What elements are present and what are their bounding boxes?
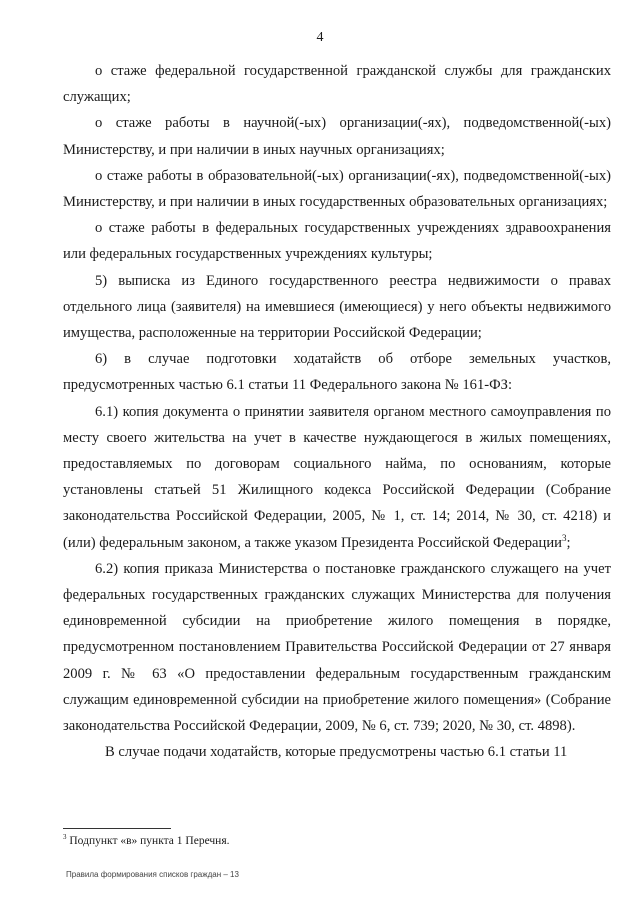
paragraph-item-6-1 bbox=[63, 399, 611, 556]
paragraph-item-6-1-tail: ; bbox=[566, 534, 571, 551]
paragraph-item-5: 5) выписка из Единого государственного реестра недвижимости о правах отдельного лица (заявителя) на имевшиеся (имеющиеся) у него объекты недвижимого имущества, расположенные на территории Российской Федерации; bbox=[63, 272, 611, 342]
paragraph-item-6: 6) в случае подготовки ходатайств об отборе земельных участков, предусмотренных частью 6.1 статьи 11 Федерального закона № 161-ФЗ: bbox=[63, 351, 611, 394]
paragraph-healthcare-culture-tenure: о стаже работы в федеральных государственных учреждениях здравоохранения или федеральных государственных учреждениях культуры; bbox=[63, 220, 611, 263]
document-footer: Правила формирования списков граждан – 13 bbox=[66, 870, 239, 879]
paragraph-educational-org-tenure: о стаже работы в образовательной(-ых) организации(-ях), подведомственной(-ых) Министерству, и при наличии в иных государственных образовательных организациях; bbox=[63, 167, 611, 211]
document-body bbox=[63, 58, 611, 765]
footnote-number: 3 bbox=[63, 833, 67, 842]
page-number: 4 bbox=[316, 30, 324, 45]
paragraph-continuation: В случае подачи ходатайств, которые предусмотрены частью 6.1 статьи 11 bbox=[105, 744, 568, 761]
footnote-text: Подпункт «в» пункта 1 Перечня. bbox=[66, 835, 230, 847]
paragraph-item-6-2: 6.2) копия приказа Министерства о постановке гражданского служащего на учет федеральных государственных гражданских служащих Министерства для получения единовременной субсидии на приобретение жилого помещения в порядке, предусмотренном постановлением Правительства Российской Федерации от 27 января 2009 г. № 63 «О предоставлении федеральным государственным гражданским служащим единовременной субсидии на приобретение жилого помещения» (Собрание законодательства Российской Федерации, 2009, № 6, ст. 739; 2020, № 30, ст. 4898). bbox=[63, 560, 611, 735]
footnote bbox=[63, 834, 230, 848]
footnote-reference[interactable]: 3 bbox=[561, 532, 567, 543]
footnote-divider bbox=[63, 828, 171, 829]
paragraph-scientific-org-tenure: о стаже работы в научной(-ых) организации(-ях), подведомственной(-ых) Министерству, и при наличии в иных научных организациях; bbox=[63, 115, 611, 158]
paragraph-item-6-1-text: 6.1) копия документа о принятии заявителя органом местного самоуправления по месту своего жительства на учет в качестве нуждающегося в жилых помещениях, предоставляемых по договорам социального найма, по основаниям, которые установлены статьей 51 Жилищного кодекса Российской Федерации (Собрание законодательства Российской Федерации, 2005, № 1, ст. 14; 2014, № 30, ст. 4218) и (или) федеральным законом, а также указом Президента Российской Федерации bbox=[63, 403, 611, 551]
paragraph-federal-service-tenure: о стаже федеральной государственной гражданской службы для гражданских служащих; bbox=[63, 63, 611, 106]
